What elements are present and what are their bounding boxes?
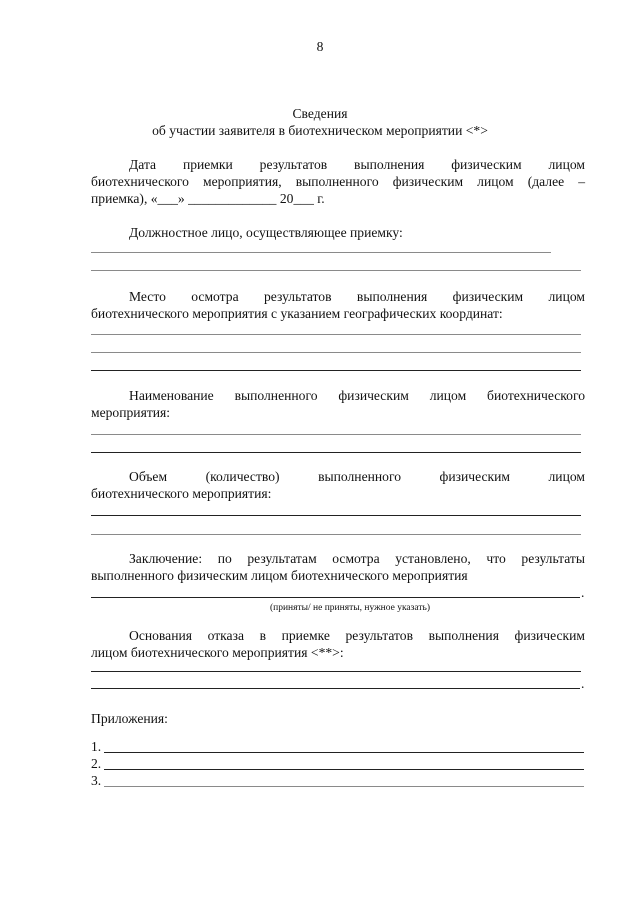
refusal-line-1[interactable]	[91, 671, 581, 672]
conclusion-line2: выполненного физическим лицом биотехнического мероприятия	[91, 568, 468, 583]
attachment-line-1[interactable]	[104, 752, 584, 753]
document-subtitle: об участии заявителя в биотехническом мероприятии <*>	[152, 123, 488, 138]
volume-section-line1: Объем (количество) выполненного физическим лицом	[129, 469, 585, 484]
attachment-line-2[interactable]	[104, 769, 584, 770]
name-section-line1: Наименование выполненного физическим лицом биотехнического	[129, 388, 585, 403]
conclusion-hint: (приняты/ не приняты, нужное указать)	[269, 603, 431, 613]
volume-line-2[interactable]	[91, 534, 581, 535]
date-section-line1: Дата приемки результатов выполнения физическим лицом	[129, 157, 585, 172]
official-label: Должностное лицо, осуществляющее приемку:	[129, 225, 403, 240]
place-section-line1: Место осмотра результатов выполнения физическим лицом	[129, 289, 585, 304]
place-line-2[interactable]	[91, 352, 581, 353]
date-section-line2: биотехнического мероприятия, выполненного физическим лицом (далее –	[91, 174, 585, 189]
place-section-line2: биотехнического мероприятия с указанием географических координат:	[91, 306, 503, 321]
refusal-line1: Основания отказа в приемке результатов выполнения физическим	[129, 628, 585, 643]
conclusion-line[interactable]	[91, 597, 580, 598]
refusal-line-2[interactable]	[91, 688, 580, 689]
official-line-1[interactable]	[91, 252, 551, 253]
attachment-number-1: 1.	[91, 739, 102, 754]
official-line-2[interactable]	[91, 270, 581, 271]
attachment-number-3: 3.	[91, 773, 102, 788]
conclusion-line1: Заключение: по результатам осмотра установлено, что результаты	[129, 551, 585, 566]
date-section-line3: приемка), «___» _____________ 20___ г.	[91, 191, 325, 206]
refusal-line2: лицом биотехнического мероприятия <**>:	[91, 645, 344, 660]
refusal-end-mark: .	[581, 676, 585, 691]
attachment-line-3[interactable]	[104, 786, 584, 787]
name-section-line2: мероприятия:	[91, 405, 171, 420]
volume-section-line2: биотехнического мероприятия:	[91, 486, 272, 501]
volume-line-1[interactable]	[91, 515, 581, 516]
place-line-3[interactable]	[91, 370, 581, 371]
conclusion-end-mark: .	[581, 585, 585, 600]
page-number: 8	[316, 39, 324, 54]
name-line-1[interactable]	[91, 434, 581, 435]
attachment-number-2: 2.	[91, 756, 102, 771]
place-line-1[interactable]	[91, 334, 581, 335]
document-title: Сведения	[292, 106, 348, 121]
name-line-2[interactable]	[91, 452, 581, 453]
attachments-label: Приложения:	[91, 711, 168, 726]
